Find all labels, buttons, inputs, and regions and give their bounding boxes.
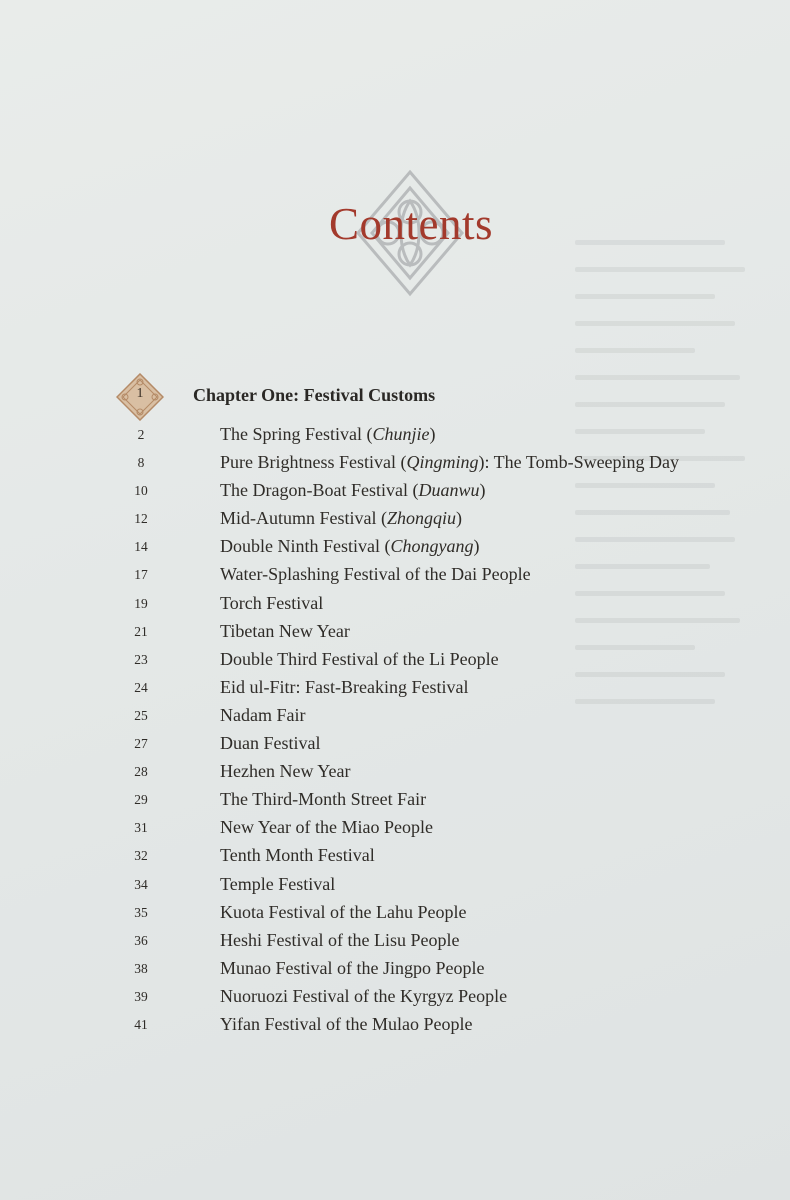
toc-entry-text-end: )	[456, 508, 463, 529]
toc-entry-text: Mid-Autumn Festival (	[220, 508, 387, 529]
toc-entry	[0, 506, 790, 534]
toc-page-number: 14	[134, 539, 148, 555]
toc-entry-text: Munao Festival of the Jingpo People	[220, 957, 485, 978]
toc-entry-text: Temple Festival	[220, 873, 336, 894]
toc-entry-text-end: )	[473, 536, 480, 557]
toc-entry-text: The Spring Festival (	[220, 424, 373, 444]
toc-entry-text: The Third-Month Street Fair	[220, 789, 427, 810]
toc-entry-text-end: )	[429, 424, 436, 444]
toc-entry-text: Torch Festival	[220, 592, 324, 613]
toc-entry-text: Tibetan New Year	[220, 620, 350, 641]
toc-page-number: 35	[134, 904, 148, 920]
toc-entry	[0, 675, 790, 703]
toc-entry	[0, 872, 790, 900]
toc-entry	[0, 900, 790, 928]
toc-entry	[0, 928, 790, 956]
toc-entry	[0, 1012, 790, 1040]
toc-page-number: 19	[134, 595, 148, 611]
toc-entry-title	[220, 845, 375, 866]
toc-page-number: 41	[134, 1016, 148, 1032]
toc-entry-title	[220, 789, 426, 810]
toc-entry-title	[220, 874, 335, 895]
toc-page-number: 25	[134, 707, 148, 723]
toc-entry-title	[220, 986, 507, 1007]
toc-entry-text: Hezhen New Year	[220, 761, 351, 782]
toc-entry	[0, 562, 790, 590]
toc-page-number: 2	[137, 427, 145, 442]
toc-entry-title	[220, 593, 323, 614]
toc-entry-title	[220, 677, 468, 698]
toc-entry-text: Duan Festival	[220, 733, 321, 754]
toc-entry-title	[220, 1014, 472, 1035]
toc-entry-title	[220, 621, 350, 642]
toc-entry-title	[220, 817, 433, 838]
toc-entry	[0, 478, 790, 506]
toc-entry-text: Kuota Festival of the Lahu People	[220, 901, 467, 922]
toc-page-number: 31	[134, 820, 148, 836]
toc-page-number: 12	[134, 511, 148, 527]
toc-entry-title	[220, 705, 305, 726]
toc-entry-text: Water-Splashing Festival of the Dai People	[220, 564, 531, 585]
toc-entry-italic-name: Chunjie	[372, 424, 430, 444]
toc-entry	[0, 956, 790, 984]
toc-entry-title	[220, 958, 484, 979]
toc-entry-title	[220, 452, 679, 473]
toc-entry-title	[220, 733, 321, 754]
toc-entry-title	[220, 508, 462, 529]
toc-entry-text: New Year of the Miao People	[220, 817, 433, 838]
toc-page-number: 23	[134, 651, 148, 667]
toc-entry-text: Nuoruozi Festival of the Kyrgyz People	[220, 985, 508, 1006]
toc-entry-title	[220, 424, 435, 445]
toc-page-number: 17	[134, 567, 148, 583]
toc-entry-text-end: ): The Tomb-Sweeping Day	[478, 452, 680, 473]
toc-page-number: 10	[134, 483, 148, 499]
toc-entry	[0, 843, 790, 871]
toc-page-number: 24	[134, 679, 148, 695]
toc-entry-text: Nadam Fair	[220, 704, 306, 725]
toc-entry-text: Eid ul-Fitr: Fast-Breaking Festival	[220, 676, 469, 697]
toc-entry-italic-name: Chongyang	[390, 536, 474, 557]
toc-entry	[0, 619, 790, 647]
toc-entry-title	[220, 902, 466, 923]
toc-entry-title	[220, 930, 459, 951]
toc-entry-title	[220, 564, 531, 585]
toc-entry	[0, 450, 790, 478]
toc-entry	[0, 534, 790, 562]
toc-entry	[0, 815, 790, 843]
chapter-number: 1	[136, 386, 144, 401]
toc-entry-title	[220, 761, 350, 782]
toc-entry-title	[220, 480, 485, 501]
toc-page-number: 8	[137, 455, 145, 471]
toc-entry-italic-name: Qingming	[406, 452, 479, 473]
toc-entry	[0, 422, 790, 450]
toc-page-number: 21	[134, 623, 148, 639]
toc-entry-title	[220, 649, 499, 670]
toc-entry-italic-name: Duanwu	[418, 480, 480, 501]
toc-page-number: 36	[134, 932, 148, 948]
toc-entry-italic-name: Zhongqiu	[387, 508, 457, 529]
toc-entry-text-end: )	[479, 480, 486, 501]
toc-page-number: 28	[134, 764, 148, 780]
toc-entry-text: Pure Brightness Festival (	[220, 452, 407, 473]
toc-page-number: 29	[134, 792, 148, 808]
toc-entry	[0, 647, 790, 675]
toc-entry-text: Tenth Month Festival	[220, 845, 375, 866]
toc-page-number: 34	[134, 876, 148, 892]
toc-entry-text: Yifan Festival of the Mulao People	[220, 1013, 473, 1034]
toc-entry-text: Double Third Festival of the Li People	[220, 648, 499, 669]
chapter-title: Chapter One: Festival Customs	[193, 385, 436, 405]
toc-entry	[0, 759, 790, 787]
toc-entry	[0, 591, 790, 619]
toc-entry	[0, 787, 790, 815]
page-title: Contents	[328, 199, 493, 249]
toc-entry	[0, 984, 790, 1012]
toc-page-number: 27	[134, 736, 148, 752]
toc-page-number: 39	[134, 988, 148, 1004]
toc-entry-text: The Dragon-Boat Festival (	[220, 480, 419, 501]
toc-entry	[0, 731, 790, 759]
toc-page-number: 38	[134, 960, 148, 976]
toc-entry-text: Double Ninth Festival (	[220, 536, 391, 557]
toc-entry-text: Heshi Festival of the Lisu People	[220, 929, 460, 950]
toc-entry	[0, 703, 790, 731]
toc-list	[0, 422, 790, 1040]
toc-page-number: 32	[134, 848, 148, 864]
toc-entry-title	[220, 536, 479, 557]
